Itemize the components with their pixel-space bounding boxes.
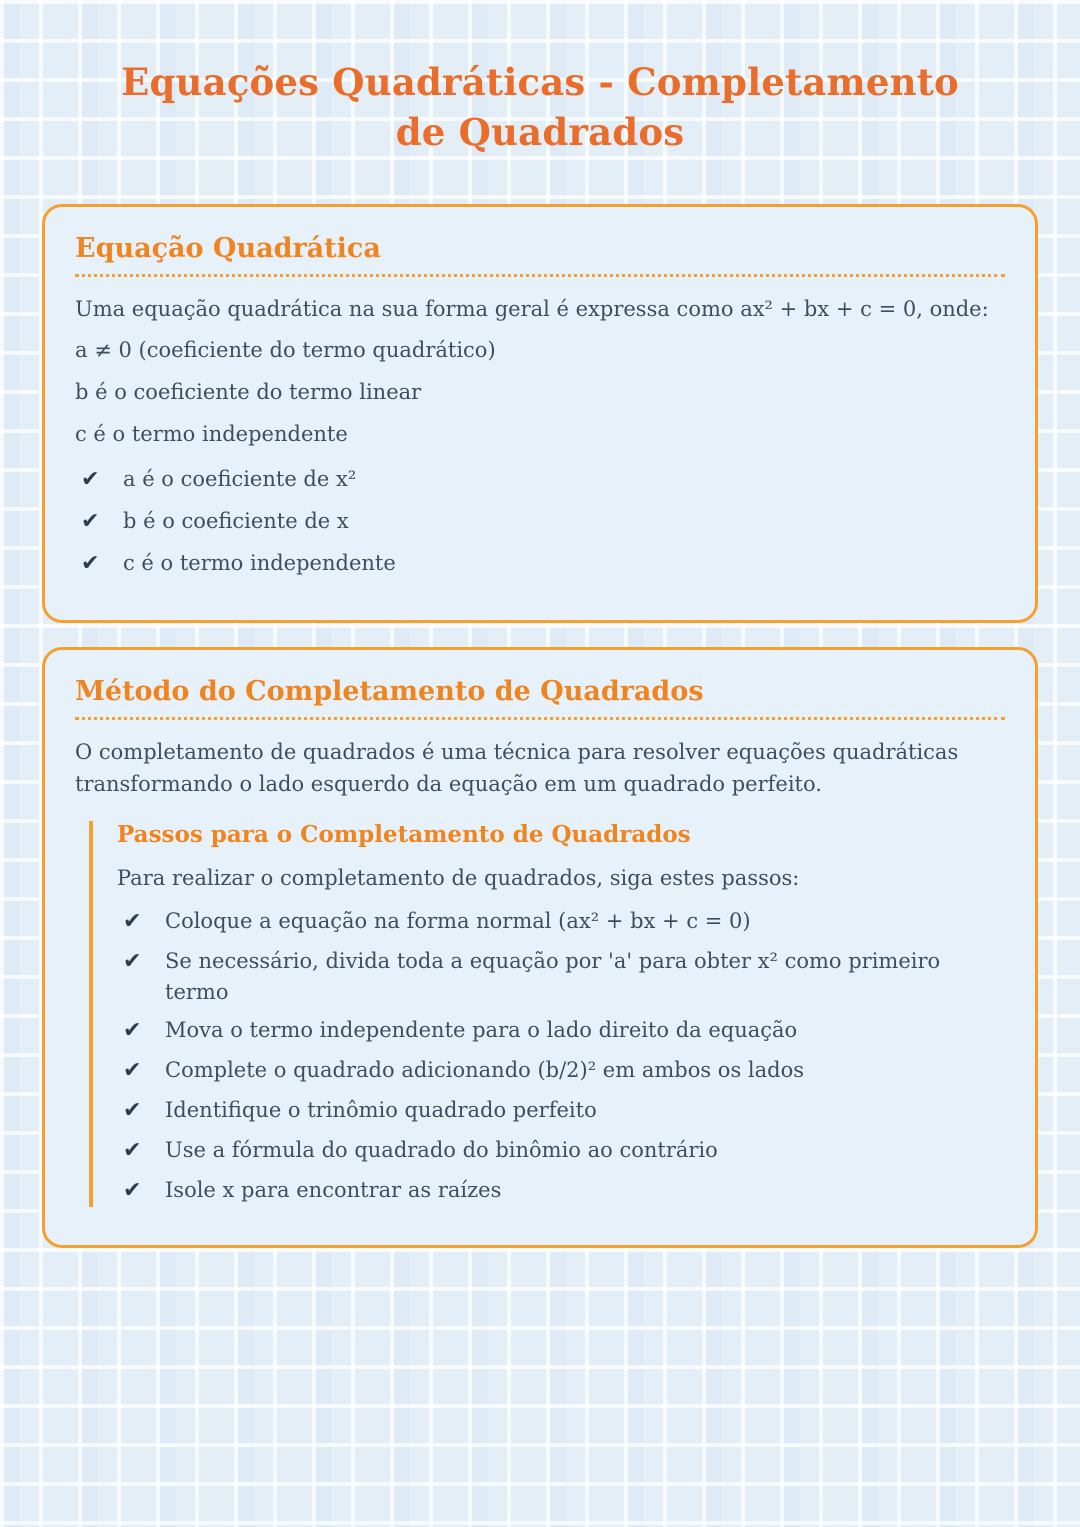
check-icon: ✔ (123, 949, 142, 975)
checklist-item (75, 548, 1005, 580)
check-icon: ✔ (123, 909, 142, 935)
card-equacao-quadratica (42, 204, 1038, 623)
checklist-item-label: c é o termo independente (123, 550, 396, 575)
paragraph: c é o termo independente (75, 421, 348, 446)
checklist-item (75, 464, 1005, 496)
check-icon: ✔ (123, 1097, 142, 1123)
checklist-item-label: Complete o quadrado adicionando (b/2)² em ambos os lados (165, 1058, 804, 1083)
check-icon: ✔ (123, 1018, 142, 1044)
check-icon: ✔ (123, 1177, 142, 1203)
paragraph: Uma equação quadrática na sua forma geral é expressa como ax² + bx + c = 0, onde: (75, 296, 989, 321)
checklist-item (117, 906, 1005, 938)
checklist-item-label: Use a fórmula do quadrado do binômio ao contrário (165, 1137, 718, 1162)
checklist-item (75, 506, 1005, 538)
checklist-item (117, 1095, 1005, 1127)
check-icon: ✔ (81, 550, 100, 576)
checklist-item (117, 1175, 1005, 1207)
page-title: Equações Quadráticas - Completamento de Quadrados (121, 60, 959, 154)
checklist-item (117, 1015, 1005, 1047)
checklist-item-label: Mova o termo independente para o lado direito da equação (165, 1018, 798, 1043)
subsection-intro: Para realizar o completamento de quadrados, siga estes passos: (117, 865, 800, 890)
subsection-heading: Passos para o Completamento de Quadrados (117, 820, 691, 848)
checklist-item-label: b é o coeficiente de x (123, 508, 349, 533)
checklist-item-label: a é o coeficiente de x² (123, 467, 357, 492)
check-icon: ✔ (123, 1058, 142, 1084)
check-icon: ✔ (81, 467, 100, 493)
card-heading: Método do Completamento de Quadrados (75, 676, 1005, 720)
checklist-item-label: Se necessário, divida toda a equação por 'a' para obter x² como primeiro termo (165, 949, 941, 1004)
check-icon: ✔ (123, 1137, 142, 1163)
checklist (75, 464, 1005, 580)
checklist-item (117, 1055, 1005, 1087)
checklist-item-label: Isole x para encontrar as raízes (165, 1177, 502, 1202)
card-heading: Equação Quadrática (75, 233, 1005, 277)
checklist-item-label: Identifique o trinômio quadrado perfeito (165, 1097, 597, 1122)
paragraph: O completamento de quadrados é uma técnica para resolver equações quadráticas transformando o lado esquerdo da equação em um quadrado perfeito. (75, 739, 959, 797)
steps-subsection (89, 821, 1005, 1207)
checklist-item (117, 946, 1005, 1007)
checklist-item-label: Coloque a equação na forma normal (ax² + bx + c = 0) (165, 909, 751, 934)
paragraph: b é o coeficiente do termo linear (75, 379, 422, 404)
check-icon: ✔ (81, 508, 100, 534)
steps-checklist (117, 906, 1005, 1206)
card-metodo-completamento (42, 647, 1038, 1248)
checklist-item (117, 1135, 1005, 1167)
paragraph: a ≠ 0 (coeficiente do termo quadrático) (75, 338, 496, 363)
